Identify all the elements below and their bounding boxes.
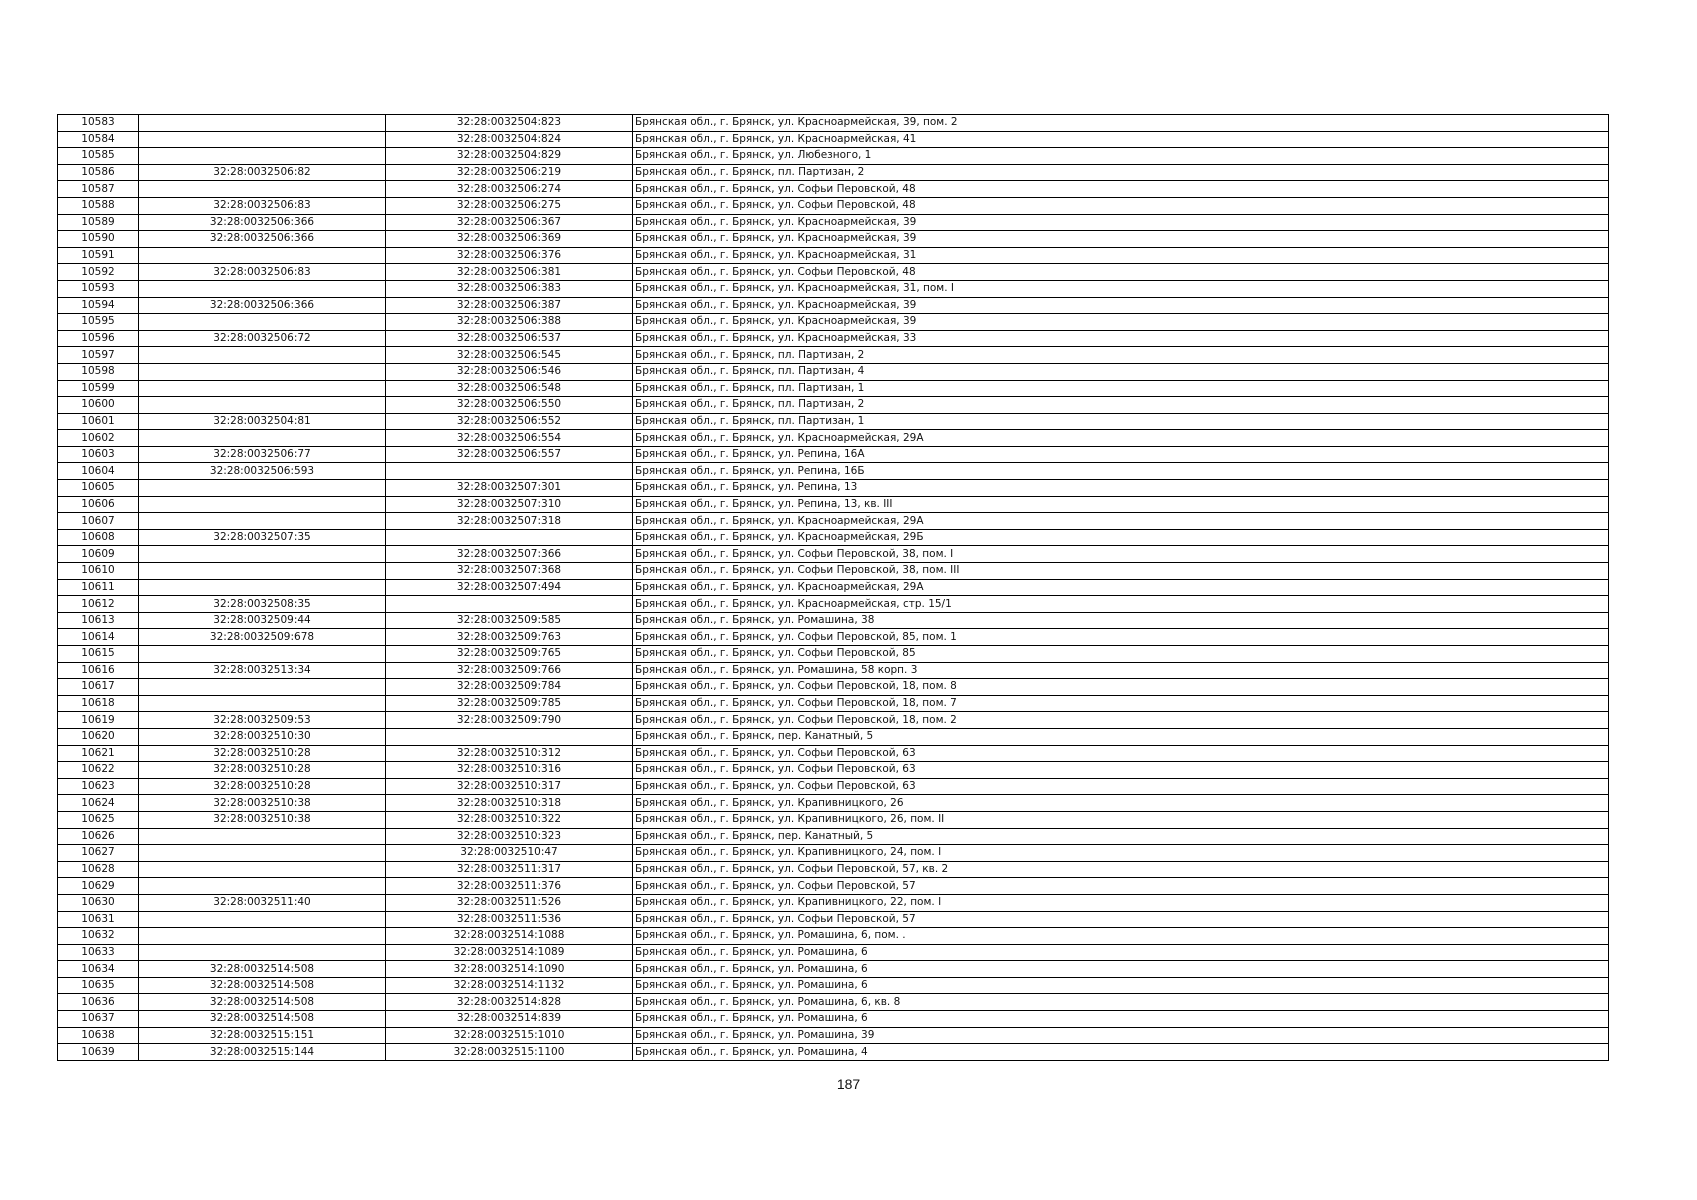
land-parcel-number-cell: 32:28:0032513:34 — [139, 662, 386, 679]
table-row — [58, 380, 1609, 397]
land-parcel-number-cell: 32:28:0032506:72 — [139, 330, 386, 347]
row-number-cell: 10597 — [58, 347, 139, 364]
object-cadastral-number-cell: 32:28:0032510:312 — [386, 745, 633, 762]
row-number-cell: 10631 — [58, 911, 139, 928]
table-row — [58, 861, 1609, 878]
object-cadastral-number-cell: 32:28:0032507:368 — [386, 563, 633, 580]
table-row — [58, 231, 1609, 248]
table-row — [58, 994, 1609, 1011]
object-cadastral-number-cell: 32:28:0032507:301 — [386, 480, 633, 497]
land-parcel-number-cell: 32:28:0032506:77 — [139, 446, 386, 463]
table-row — [58, 247, 1609, 264]
table-row — [58, 480, 1609, 497]
table-row — [58, 612, 1609, 629]
land-parcel-number-cell — [139, 513, 386, 530]
land-parcel-number-cell: 32:28:0032511:40 — [139, 894, 386, 911]
address-cell: Брянская обл., г. Брянск, ул. Софьи Перовской, 57 — [633, 878, 1609, 895]
address-cell: Брянская обл., г. Брянск, ул. Крапивницкого, 26 — [633, 795, 1609, 812]
object-cadastral-number-cell: 32:28:0032506:219 — [386, 164, 633, 181]
object-cadastral-number-cell: 32:28:0032510:323 — [386, 828, 633, 845]
address-cell: Брянская обл., г. Брянск, пл. Партизан, 2 — [633, 397, 1609, 414]
object-cadastral-number-cell: 32:28:0032506:274 — [386, 181, 633, 198]
land-parcel-number-cell: 32:28:0032509:44 — [139, 612, 386, 629]
land-parcel-number-cell: 32:28:0032506:366 — [139, 231, 386, 248]
object-cadastral-number-cell: 32:28:0032510:316 — [386, 762, 633, 779]
row-number-cell: 10600 — [58, 397, 139, 414]
land-parcel-number-cell — [139, 579, 386, 596]
object-cadastral-number-cell: 32:28:0032511:536 — [386, 911, 633, 928]
address-cell: Брянская обл., г. Брянск, пл. Партизан, 2 — [633, 347, 1609, 364]
object-cadastral-number-cell: 32:28:0032509:763 — [386, 629, 633, 646]
address-cell: Брянская обл., г. Брянск, ул. Софьи Перовской, 48 — [633, 264, 1609, 281]
address-cell: Брянская обл., г. Брянск, ул. Красноармейская, 29Б — [633, 529, 1609, 546]
address-cell: Брянская обл., г. Брянск, ул. Софьи Перовской, 48 — [633, 197, 1609, 214]
table-row — [58, 762, 1609, 779]
object-cadastral-number-cell — [386, 529, 633, 546]
table-row — [58, 430, 1609, 447]
address-cell: Брянская обл., г. Брянск, ул. Софьи Перовской, 63 — [633, 762, 1609, 779]
object-cadastral-number-cell: 32:28:0032514:1088 — [386, 928, 633, 945]
object-cadastral-number-cell: 32:28:0032506:275 — [386, 197, 633, 214]
table-row — [58, 347, 1609, 364]
cadastral-registry-table — [57, 114, 1609, 1061]
address-cell: Брянская обл., г. Брянск, ул. Ромашина, 4 — [633, 1044, 1609, 1061]
table-row — [58, 546, 1609, 563]
address-cell: Брянская обл., г. Брянск, пл. Партизан, 2 — [633, 164, 1609, 181]
land-parcel-number-cell: 32:28:0032510:38 — [139, 811, 386, 828]
table-row — [58, 214, 1609, 231]
table-row — [58, 662, 1609, 679]
table-row — [58, 596, 1609, 613]
table-row — [58, 280, 1609, 297]
object-cadastral-number-cell: 32:28:0032506:387 — [386, 297, 633, 314]
object-cadastral-number-cell: 32:28:0032511:376 — [386, 878, 633, 895]
object-cadastral-number-cell: 32:28:0032514:1132 — [386, 977, 633, 994]
table-row — [58, 413, 1609, 430]
table-row — [58, 712, 1609, 729]
table-row — [58, 745, 1609, 762]
row-number-cell: 10602 — [58, 430, 139, 447]
land-parcel-number-cell: 32:28:0032515:151 — [139, 1027, 386, 1044]
object-cadastral-number-cell: 32:28:0032504:823 — [386, 115, 633, 132]
row-number-cell: 10628 — [58, 861, 139, 878]
row-number-cell: 10639 — [58, 1044, 139, 1061]
row-number-cell: 10584 — [58, 131, 139, 148]
table-row — [58, 148, 1609, 165]
address-cell: Брянская обл., г. Брянск, ул. Софьи Перовской, 63 — [633, 745, 1609, 762]
address-cell: Брянская обл., г. Брянск, ул. Ромашина, 6 — [633, 977, 1609, 994]
address-cell: Брянская обл., г. Брянск, ул. Красноармейская, 39 — [633, 297, 1609, 314]
address-cell: Брянская обл., г. Брянск, ул. Красноармейская, 39, пом. 2 — [633, 115, 1609, 132]
object-cadastral-number-cell: 32:28:0032511:526 — [386, 894, 633, 911]
row-number-cell: 10629 — [58, 878, 139, 895]
land-parcel-number-cell — [139, 546, 386, 563]
object-cadastral-number-cell: 32:28:0032506:554 — [386, 430, 633, 447]
address-cell: Брянская обл., г. Брянск, ул. Красноармейская, 39 — [633, 214, 1609, 231]
row-number-cell: 10622 — [58, 762, 139, 779]
land-parcel-number-cell: 32:28:0032509:678 — [139, 629, 386, 646]
table-row — [58, 197, 1609, 214]
row-number-cell: 10586 — [58, 164, 139, 181]
table-row — [58, 363, 1609, 380]
land-parcel-number-cell: 32:28:0032514:508 — [139, 977, 386, 994]
table-body — [58, 115, 1609, 1061]
land-parcel-number-cell: 32:28:0032504:81 — [139, 413, 386, 430]
row-number-cell: 10625 — [58, 811, 139, 828]
land-parcel-number-cell — [139, 496, 386, 513]
table-row — [58, 845, 1609, 862]
address-cell: Брянская обл., г. Брянск, ул. Красноармейская, 33 — [633, 330, 1609, 347]
row-number-cell: 10638 — [58, 1027, 139, 1044]
object-cadastral-number-cell: 32:28:0032504:824 — [386, 131, 633, 148]
object-cadastral-number-cell: 32:28:0032507:310 — [386, 496, 633, 513]
table-row — [58, 878, 1609, 895]
table-row — [58, 811, 1609, 828]
land-parcel-number-cell: 32:28:0032506:593 — [139, 463, 386, 480]
address-cell: Брянская обл., г. Брянск, ул. Репина, 13, кв. III — [633, 496, 1609, 513]
address-cell: Брянская обл., г. Брянск, ул. Ромашина, 39 — [633, 1027, 1609, 1044]
row-number-cell: 10583 — [58, 115, 139, 132]
table-row — [58, 894, 1609, 911]
address-cell: Брянская обл., г. Брянск, ул. Красноармейская, 29А — [633, 430, 1609, 447]
table-row — [58, 646, 1609, 663]
land-parcel-number-cell — [139, 430, 386, 447]
row-number-cell: 10618 — [58, 695, 139, 712]
row-number-cell: 10596 — [58, 330, 139, 347]
land-parcel-number-cell: 32:28:0032510:28 — [139, 778, 386, 795]
address-cell: Брянская обл., г. Брянск, ул. Софьи Перовской, 85 — [633, 646, 1609, 663]
land-parcel-number-cell: 32:28:0032508:35 — [139, 596, 386, 613]
address-cell: Брянская обл., г. Брянск, ул. Софьи Перовской, 18, пом. 7 — [633, 695, 1609, 712]
object-cadastral-number-cell: 32:28:0032515:1010 — [386, 1027, 633, 1044]
object-cadastral-number-cell: 32:28:0032509:765 — [386, 646, 633, 663]
table-row — [58, 397, 1609, 414]
land-parcel-number-cell — [139, 131, 386, 148]
row-number-cell: 10590 — [58, 231, 139, 248]
address-cell: Брянская обл., г. Брянск, ул. Красноармейская, 29А — [633, 513, 1609, 530]
row-number-cell: 10630 — [58, 894, 139, 911]
object-cadastral-number-cell — [386, 596, 633, 613]
object-cadastral-number-cell: 32:28:0032504:829 — [386, 148, 633, 165]
address-cell: Брянская обл., г. Брянск, ул. Красноармейская, 39 — [633, 314, 1609, 331]
table-row — [58, 264, 1609, 281]
row-number-cell: 10591 — [58, 247, 139, 264]
address-cell: Брянская обл., г. Брянск, ул. Красноармейская, 31, пом. I — [633, 280, 1609, 297]
table-row — [58, 115, 1609, 132]
address-cell: Брянская обл., г. Брянск, ул. Ромашина, 6, кв. 8 — [633, 994, 1609, 1011]
table-row — [58, 828, 1609, 845]
object-cadastral-number-cell: 32:28:0032506:369 — [386, 231, 633, 248]
address-cell: Брянская обл., г. Брянск, пл. Партизан, 1 — [633, 380, 1609, 397]
land-parcel-number-cell — [139, 563, 386, 580]
land-parcel-number-cell: 32:28:0032507:35 — [139, 529, 386, 546]
land-parcel-number-cell — [139, 861, 386, 878]
object-cadastral-number-cell: 32:28:0032506:388 — [386, 314, 633, 331]
land-parcel-number-cell: 32:28:0032514:508 — [139, 961, 386, 978]
object-cadastral-number-cell: 32:28:0032514:1090 — [386, 961, 633, 978]
address-cell: Брянская обл., г. Брянск, ул. Красноармейская, 31 — [633, 247, 1609, 264]
address-cell: Брянская обл., г. Брянск, пл. Партизан, 1 — [633, 413, 1609, 430]
address-cell: Брянская обл., г. Брянск, ул. Красноармейская, 39 — [633, 231, 1609, 248]
row-number-cell: 10616 — [58, 662, 139, 679]
land-parcel-number-cell — [139, 347, 386, 364]
object-cadastral-number-cell: 32:28:0032509:585 — [386, 612, 633, 629]
land-parcel-number-cell — [139, 247, 386, 264]
object-cadastral-number-cell: 32:28:0032506:537 — [386, 330, 633, 347]
object-cadastral-number-cell: 32:28:0032507:494 — [386, 579, 633, 596]
address-cell: Брянская обл., г. Брянск, ул. Софьи Перовской, 38, пом. I — [633, 546, 1609, 563]
object-cadastral-number-cell: 32:28:0032509:790 — [386, 712, 633, 729]
address-cell: Брянская обл., г. Брянск, ул. Репина, 13 — [633, 480, 1609, 497]
object-cadastral-number-cell — [386, 463, 633, 480]
table-row — [58, 961, 1609, 978]
table-row — [58, 513, 1609, 530]
address-cell: Брянская обл., г. Брянск, пер. Канатный, 5 — [633, 828, 1609, 845]
address-cell: Брянская обл., г. Брянск, ул. Любезного, 1 — [633, 148, 1609, 165]
land-parcel-number-cell: 32:28:0032515:144 — [139, 1044, 386, 1061]
land-parcel-number-cell — [139, 280, 386, 297]
object-cadastral-number-cell: 32:28:0032515:1100 — [386, 1044, 633, 1061]
row-number-cell: 10637 — [58, 1011, 139, 1028]
land-parcel-number-cell: 32:28:0032509:53 — [139, 712, 386, 729]
land-parcel-number-cell — [139, 148, 386, 165]
row-number-cell: 10617 — [58, 679, 139, 696]
row-number-cell: 10612 — [58, 596, 139, 613]
table-row — [58, 679, 1609, 696]
object-cadastral-number-cell: 32:28:0032510:47 — [386, 845, 633, 862]
row-number-cell: 10603 — [58, 446, 139, 463]
row-number-cell: 10589 — [58, 214, 139, 231]
address-cell: Брянская обл., г. Брянск, ул. Крапивницкого, 26, пом. II — [633, 811, 1609, 828]
address-cell: Брянская обл., г. Брянск, ул. Крапивницкого, 24, пом. I — [633, 845, 1609, 862]
page-number: 187 — [836, 1076, 861, 1092]
row-number-cell: 10624 — [58, 795, 139, 812]
row-number-cell: 10635 — [58, 977, 139, 994]
land-parcel-number-cell — [139, 363, 386, 380]
object-cadastral-number-cell — [386, 728, 633, 745]
land-parcel-number-cell — [139, 679, 386, 696]
address-cell: Брянская обл., г. Брянск, ул. Красноармейская, 41 — [633, 131, 1609, 148]
object-cadastral-number-cell: 32:28:0032510:317 — [386, 778, 633, 795]
address-cell: Брянская обл., г. Брянск, ул. Ромашина, 6 — [633, 961, 1609, 978]
table-row — [58, 944, 1609, 961]
table-row — [58, 728, 1609, 745]
object-cadastral-number-cell: 32:28:0032506:381 — [386, 264, 633, 281]
object-cadastral-number-cell: 32:28:0032514:839 — [386, 1011, 633, 1028]
address-cell: Брянская обл., г. Брянск, ул. Красноармейская, 29А — [633, 579, 1609, 596]
row-number-cell: 10592 — [58, 264, 139, 281]
land-parcel-number-cell: 32:28:0032506:82 — [139, 164, 386, 181]
object-cadastral-number-cell: 32:28:0032509:784 — [386, 679, 633, 696]
object-cadastral-number-cell: 32:28:0032506:548 — [386, 380, 633, 397]
address-cell: Брянская обл., г. Брянск, ул. Ромашина, 6, пом. . — [633, 928, 1609, 945]
row-number-cell: 10588 — [58, 197, 139, 214]
land-parcel-number-cell: 32:28:0032514:508 — [139, 1011, 386, 1028]
row-number-cell: 10611 — [58, 579, 139, 596]
address-cell: Брянская обл., г. Брянск, ул. Софьи Перовской, 57 — [633, 911, 1609, 928]
object-cadastral-number-cell: 32:28:0032506:557 — [386, 446, 633, 463]
object-cadastral-number-cell: 32:28:0032514:1089 — [386, 944, 633, 961]
row-number-cell: 10623 — [58, 778, 139, 795]
table-row — [58, 463, 1609, 480]
address-cell: Брянская обл., г. Брянск, ул. Софьи Перовской, 18, пом. 2 — [633, 712, 1609, 729]
land-parcel-number-cell — [139, 878, 386, 895]
table-row — [58, 563, 1609, 580]
address-cell: Брянская обл., г. Брянск, ул. Софьи Перовской, 85, пом. 1 — [633, 629, 1609, 646]
land-parcel-number-cell — [139, 181, 386, 198]
row-number-cell: 10594 — [58, 297, 139, 314]
address-cell: Брянская обл., г. Брянск, ул. Крапивницкого, 22, пом. I — [633, 894, 1609, 911]
object-cadastral-number-cell: 32:28:0032507:318 — [386, 513, 633, 530]
row-number-cell: 10598 — [58, 363, 139, 380]
land-parcel-number-cell — [139, 480, 386, 497]
address-cell: Брянская обл., г. Брянск, ул. Репина, 16Б — [633, 463, 1609, 480]
land-parcel-number-cell: 32:28:0032506:83 — [139, 264, 386, 281]
address-cell: Брянская обл., г. Брянск, ул. Софьи Перовской, 18, пом. 8 — [633, 679, 1609, 696]
land-parcel-number-cell: 32:28:0032506:83 — [139, 197, 386, 214]
row-number-cell: 10610 — [58, 563, 139, 580]
table-row — [58, 314, 1609, 331]
row-number-cell: 10626 — [58, 828, 139, 845]
address-cell: Брянская обл., г. Брянск, пер. Канатный, 5 — [633, 728, 1609, 745]
table-row — [58, 795, 1609, 812]
address-cell: Брянская обл., г. Брянск, ул. Красноармейская, стр. 15/1 — [633, 596, 1609, 613]
land-parcel-number-cell — [139, 928, 386, 945]
object-cadastral-number-cell: 32:28:0032506:376 — [386, 247, 633, 264]
land-parcel-number-cell — [139, 828, 386, 845]
table-row — [58, 330, 1609, 347]
land-parcel-number-cell: 32:28:0032514:508 — [139, 994, 386, 1011]
row-number-cell: 10613 — [58, 612, 139, 629]
address-cell: Брянская обл., г. Брянск, ул. Ромашина, 6 — [633, 1011, 1609, 1028]
row-number-cell: 10627 — [58, 845, 139, 862]
row-number-cell: 10634 — [58, 961, 139, 978]
row-number-cell: 10636 — [58, 994, 139, 1011]
object-cadastral-number-cell: 32:28:0032506:550 — [386, 397, 633, 414]
land-parcel-number-cell — [139, 646, 386, 663]
table-row — [58, 496, 1609, 513]
address-cell: Брянская обл., г. Брянск, ул. Софьи Перовской, 57, кв. 2 — [633, 861, 1609, 878]
table-row — [58, 297, 1609, 314]
land-parcel-number-cell: 32:28:0032510:28 — [139, 745, 386, 762]
address-cell: Брянская обл., г. Брянск, ул. Ромашина, 38 — [633, 612, 1609, 629]
land-parcel-number-cell — [139, 115, 386, 132]
object-cadastral-number-cell: 32:28:0032511:317 — [386, 861, 633, 878]
address-cell: Брянская обл., г. Брянск, ул. Ромашина, 58 корп. 3 — [633, 662, 1609, 679]
address-cell: Брянская обл., г. Брянск, пл. Партизан, 4 — [633, 363, 1609, 380]
row-number-cell: 10632 — [58, 928, 139, 945]
row-number-cell: 10619 — [58, 712, 139, 729]
land-parcel-number-cell — [139, 397, 386, 414]
row-number-cell: 10587 — [58, 181, 139, 198]
table-row — [58, 131, 1609, 148]
row-number-cell: 10604 — [58, 463, 139, 480]
object-cadastral-number-cell: 32:28:0032510:318 — [386, 795, 633, 812]
object-cadastral-number-cell: 32:28:0032506:383 — [386, 280, 633, 297]
address-cell: Брянская обл., г. Брянск, ул. Софьи Перовской, 48 — [633, 181, 1609, 198]
object-cadastral-number-cell: 32:28:0032507:366 — [386, 546, 633, 563]
object-cadastral-number-cell: 32:28:0032506:545 — [386, 347, 633, 364]
table-row — [58, 1027, 1609, 1044]
row-number-cell: 10614 — [58, 629, 139, 646]
row-number-cell: 10595 — [58, 314, 139, 331]
object-cadastral-number-cell: 32:28:0032514:828 — [386, 994, 633, 1011]
land-parcel-number-cell — [139, 695, 386, 712]
object-cadastral-number-cell: 32:28:0032506:367 — [386, 214, 633, 231]
row-number-cell: 10633 — [58, 944, 139, 961]
row-number-cell: 10601 — [58, 413, 139, 430]
object-cadastral-number-cell: 32:28:0032506:552 — [386, 413, 633, 430]
address-cell: Брянская обл., г. Брянск, ул. Софьи Перовской, 38, пом. III — [633, 563, 1609, 580]
table-row — [58, 579, 1609, 596]
land-parcel-number-cell: 32:28:0032506:366 — [139, 214, 386, 231]
object-cadastral-number-cell: 32:28:0032510:322 — [386, 811, 633, 828]
row-number-cell: 10609 — [58, 546, 139, 563]
table-row — [58, 778, 1609, 795]
table-row — [58, 446, 1609, 463]
land-parcel-number-cell: 32:28:0032506:366 — [139, 297, 386, 314]
row-number-cell: 10599 — [58, 380, 139, 397]
land-parcel-number-cell: 32:28:0032510:30 — [139, 728, 386, 745]
address-cell: Брянская обл., г. Брянск, ул. Репина, 16А — [633, 446, 1609, 463]
row-number-cell: 10605 — [58, 480, 139, 497]
row-number-cell: 10615 — [58, 646, 139, 663]
table-row — [58, 181, 1609, 198]
table-row — [58, 1011, 1609, 1028]
table-row — [58, 928, 1609, 945]
row-number-cell: 10585 — [58, 148, 139, 165]
object-cadastral-number-cell: 32:28:0032506:546 — [386, 363, 633, 380]
row-number-cell: 10607 — [58, 513, 139, 530]
table-row — [58, 911, 1609, 928]
table-row — [58, 977, 1609, 994]
land-parcel-number-cell — [139, 314, 386, 331]
table-row — [58, 1044, 1609, 1061]
land-parcel-number-cell — [139, 911, 386, 928]
table-row — [58, 164, 1609, 181]
row-number-cell: 10621 — [58, 745, 139, 762]
object-cadastral-number-cell: 32:28:0032509:785 — [386, 695, 633, 712]
table-row — [58, 529, 1609, 546]
object-cadastral-number-cell: 32:28:0032509:766 — [386, 662, 633, 679]
land-parcel-number-cell: 32:28:0032510:38 — [139, 795, 386, 812]
table-row — [58, 695, 1609, 712]
row-number-cell: 10608 — [58, 529, 139, 546]
address-cell: Брянская обл., г. Брянск, ул. Софьи Перовской, 63 — [633, 778, 1609, 795]
table-row — [58, 629, 1609, 646]
land-parcel-number-cell — [139, 845, 386, 862]
row-number-cell: 10620 — [58, 728, 139, 745]
land-parcel-number-cell — [139, 944, 386, 961]
row-number-cell: 10606 — [58, 496, 139, 513]
address-cell: Брянская обл., г. Брянск, ул. Ромашина, 6 — [633, 944, 1609, 961]
row-number-cell: 10593 — [58, 280, 139, 297]
land-parcel-number-cell — [139, 380, 386, 397]
land-parcel-number-cell: 32:28:0032510:28 — [139, 762, 386, 779]
